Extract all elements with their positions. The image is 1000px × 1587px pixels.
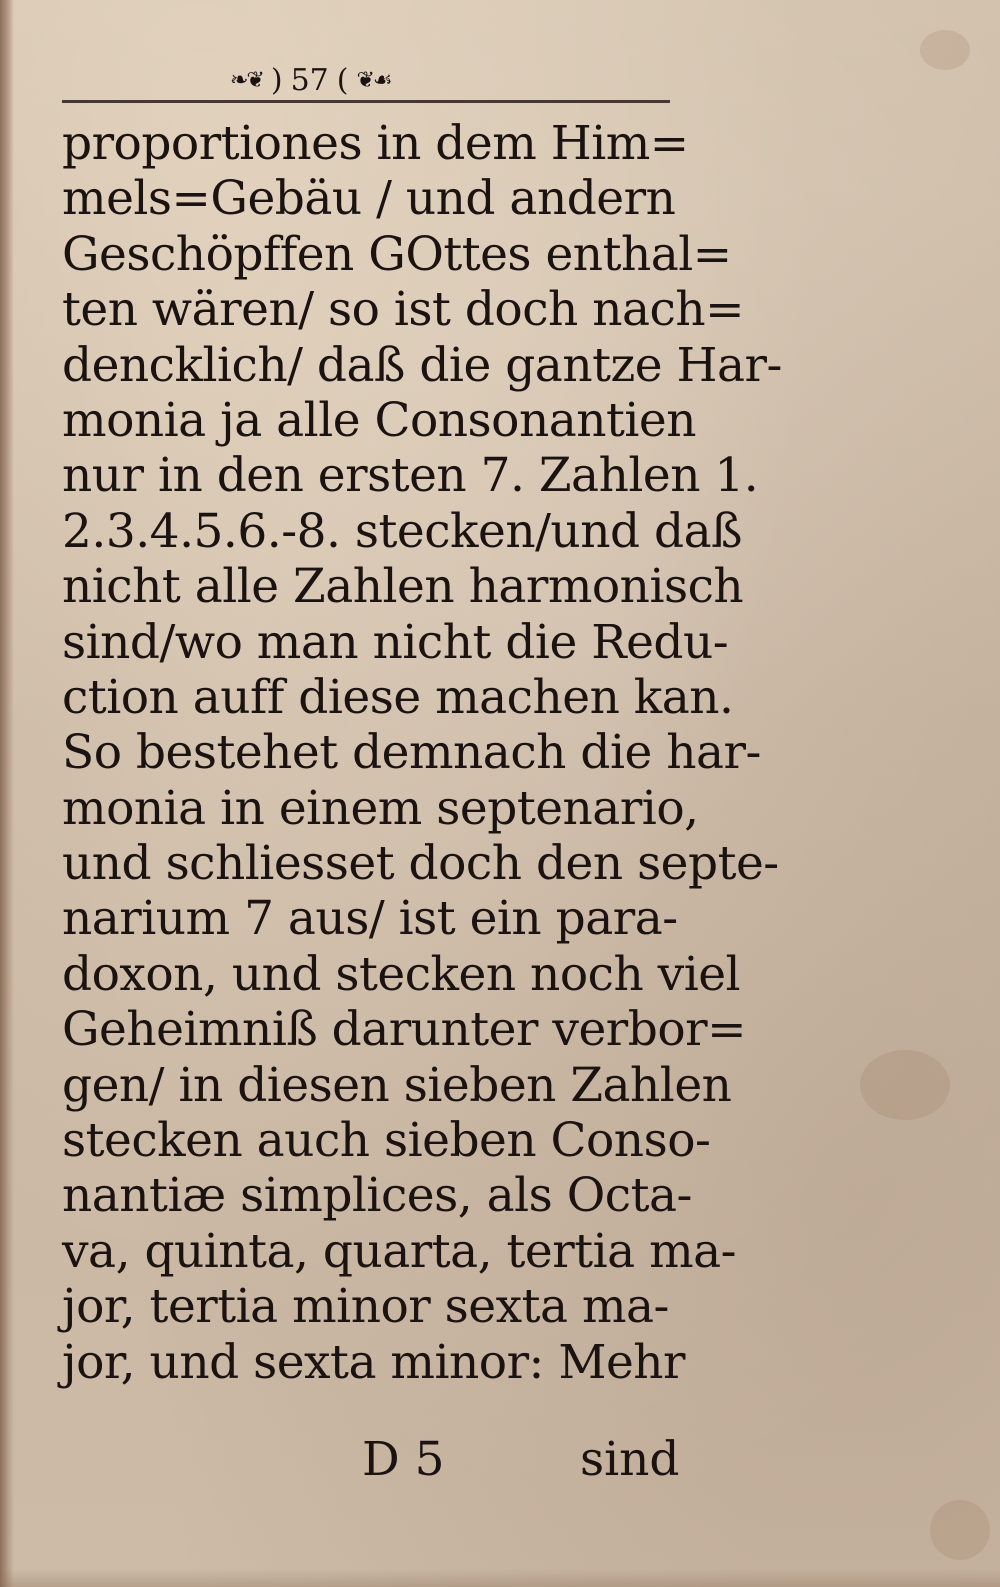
- text-line: und schliesset doch den septe-: [62, 836, 779, 892]
- text-line: stecken auch sieben Conso-: [62, 1113, 711, 1169]
- text-line: dencklich/ daß die gantze Har-: [62, 337, 782, 393]
- text-line: narium 7 aus/ ist ein para-: [62, 891, 678, 947]
- text-line: jor, und sexta minor: Mehr: [62, 1334, 685, 1390]
- body-text: [62, 116, 782, 1390]
- paper-stain: [860, 1050, 950, 1120]
- signature-mark: D 5: [362, 1432, 445, 1487]
- text-line: Geschöpffen GOttes enthal=: [62, 226, 732, 282]
- text-line: sind/wo man nicht die Redu-: [62, 614, 729, 670]
- page-footer: [62, 1432, 680, 1488]
- text-line: nantiæ simplices, als Octa-: [62, 1168, 692, 1224]
- page-bottom-edge: [0, 1569, 1000, 1587]
- text-line: ction auff diese machen kan.: [62, 669, 734, 725]
- catchword: sind: [580, 1432, 680, 1487]
- text-line: doxon, und stecken noch viel: [62, 946, 741, 1002]
- header-paren-right: (: [336, 62, 349, 98]
- text-line: So bestehet demnach die har-: [62, 725, 761, 781]
- page-number: 57: [290, 62, 329, 98]
- header-paren-left: ): [270, 62, 283, 98]
- text-line: nicht alle Zahlen harmonisch: [62, 559, 744, 615]
- text-line: nur in den ersten 7. Zahlen 1.: [62, 448, 759, 504]
- text-line: va, quinta, quarta, tertia ma-: [62, 1223, 737, 1279]
- text-line: proportiones in dem Him=: [62, 116, 689, 171]
- paper-stain: [920, 30, 970, 70]
- ornament-right-icon: ❦☙: [356, 67, 391, 93]
- text-line: monia ja alle Consonantien: [62, 392, 697, 448]
- page-left-edge: [0, 0, 14, 1587]
- running-header: [230, 58, 530, 102]
- text-line: jor, tertia minor sexta ma-: [62, 1279, 669, 1335]
- ornament-left-icon: ❧❦: [230, 67, 263, 93]
- text-line: ten wären/ so ist doch nach=: [62, 282, 745, 338]
- text-line: monia in einem septenario,: [62, 780, 699, 836]
- paper-stain: [930, 1500, 990, 1560]
- text-line: gen/ in diesen sieben Zahlen: [62, 1057, 732, 1113]
- text-line: mels=Gebäu / und andern: [62, 171, 676, 227]
- header-rule: [62, 100, 670, 103]
- text-line: 2.3.4.5.6.-8. stecken/und daß: [62, 503, 742, 559]
- text-line: Geheimniß darunter verbor=: [62, 1002, 746, 1058]
